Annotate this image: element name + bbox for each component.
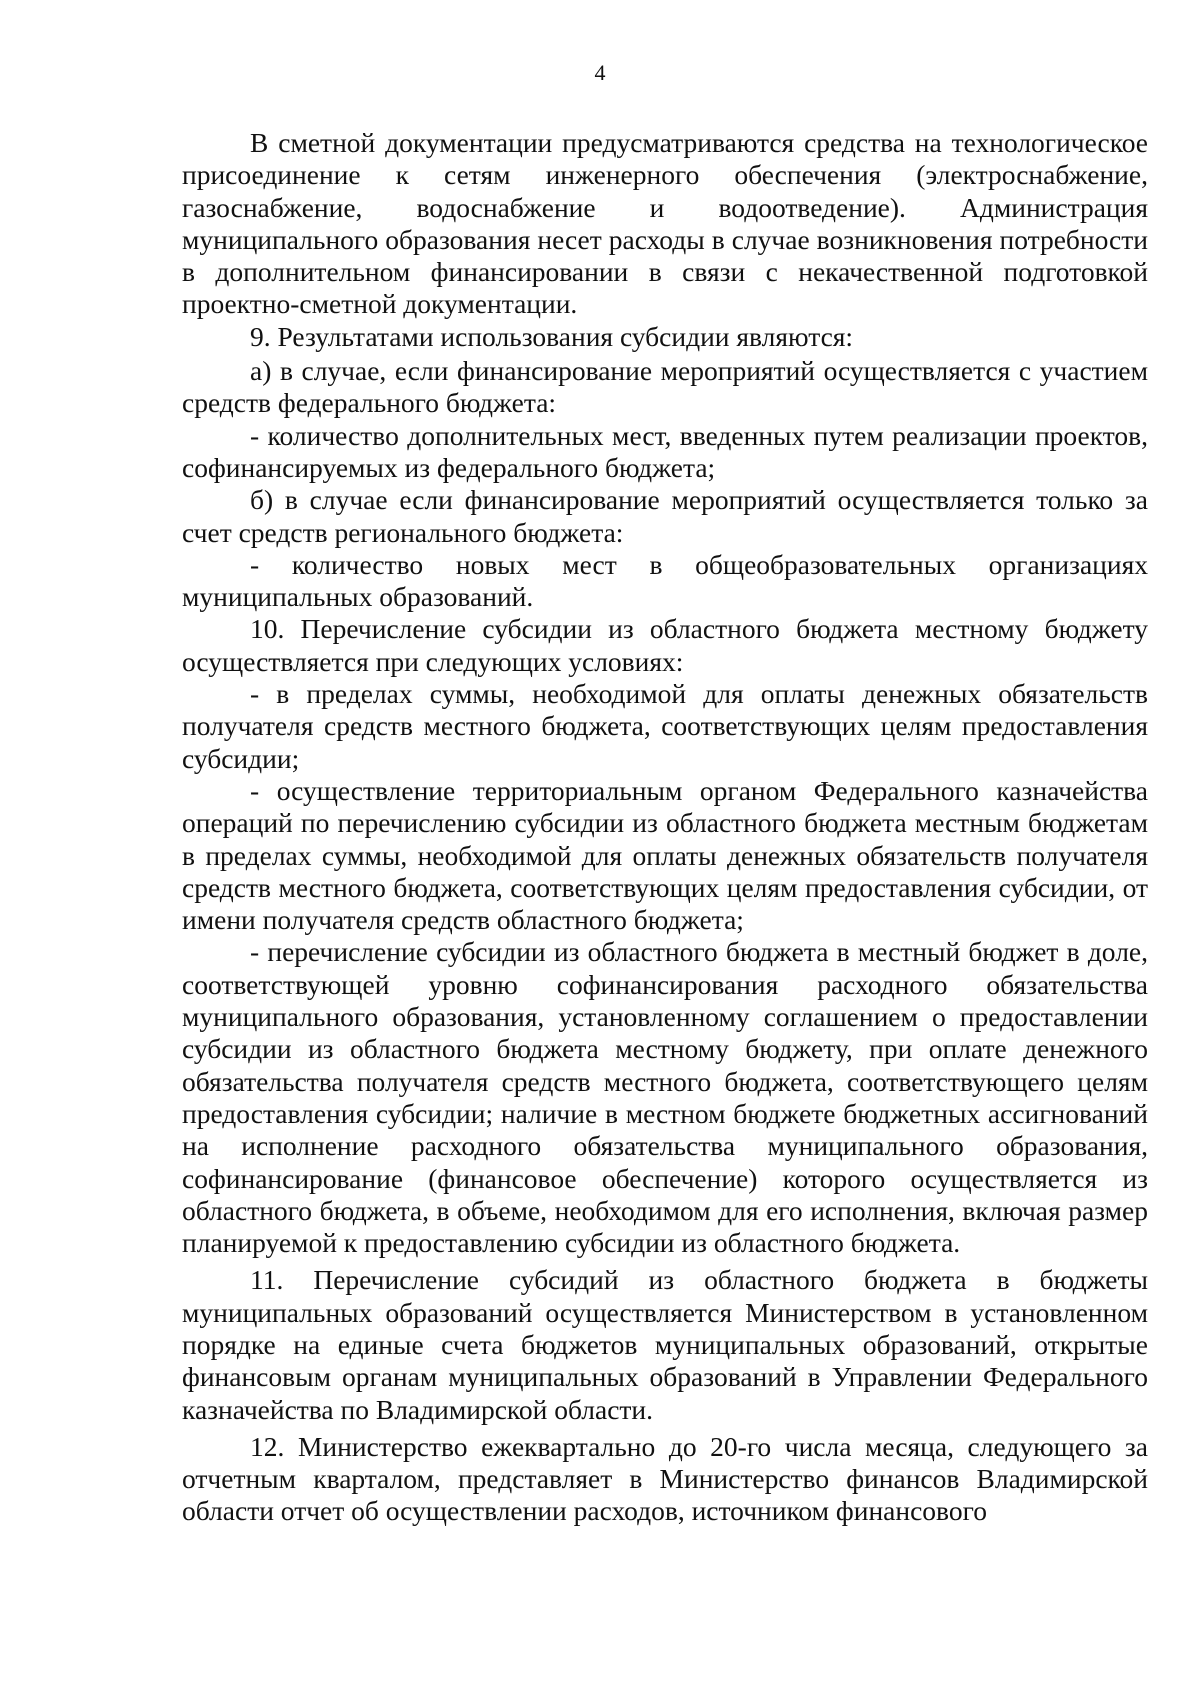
paragraph-item-10: 10. Перечисление субсидии из областного бюджета местному бюджету осуществляется при следующих условиях:	[182, 613, 1148, 677]
paragraph-item-9-b-bullet: - количество новых мест в общеобразовательных организациях муниципальных образований.	[182, 548, 1148, 613]
paragraph-item-10-condition-2: - осуществление территориальным органом Федерального казначейства операций по перечислению субсидии из областного бюджета местным бюджетам в пределах суммы, необходимой для оплаты денежных обязательств получателя средств местного бюджета, соответствующих целям предоставления субсидии, от имени получателя средств областного бюджета;	[182, 774, 1148, 936]
paragraph-item-12: 12. Министерство ежеквартально до 20-го числа месяца, следующего за отчетным кварталом, представляет в Министерство финансов Владимирской области отчет об осуществлении расходов, источником финансового	[182, 1430, 1148, 1527]
paragraph-item-10-condition-3: - перечисление субсидии из областного бюджета в местный бюджет в доле, соответствующей уровню софинансирования расходного обязательства муниципального образования, установленному соглашением о предоставлении субсидии из областного бюджета местному бюджету, при оплате денежного обязательства получателя средств местного бюджета, соответствующего целям предоставления субсидии; наличие в местном бюджете бюджетных ассигнований на исполнение расходного обязательства муниципального образования, софинансирование (финансовое обеспечение) которого осуществляется из областного бюджета, в объеме, необходимом для его исполнения, включая размер планируемой к предоставлению субсидии из областного бюджета.	[182, 936, 1148, 1259]
paragraph-item-11: 11. Перечисление субсидий из областного бюджета в бюджеты муниципальных образований осуществляется Министерством в установленном порядке на единые счета бюджетов муниципальных образований, открытые финансовым органам муниципальных образований в Управлении Федерального казначейства по Владимирской области.	[182, 1264, 1148, 1425]
paragraph-item-9-a: а) в случае, если финансирование мероприятий осуществляется с участием средств федерального бюджета:	[182, 355, 1148, 419]
paragraph-item-9-b: б) в случае если финансирование мероприятий осуществляется только за счет средств регионального бюджета:	[182, 484, 1148, 548]
paragraph-item-9: 9. Результатами использования субсидии являются:	[250, 320, 854, 352]
paragraph-item-10-condition-1: - в пределах суммы, необходимой для оплаты денежных обязательств получателя средств местного бюджета, соответствующих целям предоставления субсидии;	[182, 678, 1148, 774]
page-number: 4	[594, 60, 606, 85]
paragraph-estimate-documentation: В сметной документации предусматриваются средства на технологическое присоединение к сетям инженерного обеспечения (электроснабжение, газоснабжение, водоснабжение и водоотведение). Администрация муниципального образования несет расходы в случае возникновения потребности в дополнительном финансировании в связи с некачественной подготовкой проектно-сметной документации.	[182, 127, 1148, 320]
paragraph-item-9-a-bullet: - количество дополнительных мест, введенных путем реализации проектов, софинансируемых из федерального бюджета;	[182, 419, 1148, 483]
document-body	[182, 127, 1148, 1528]
